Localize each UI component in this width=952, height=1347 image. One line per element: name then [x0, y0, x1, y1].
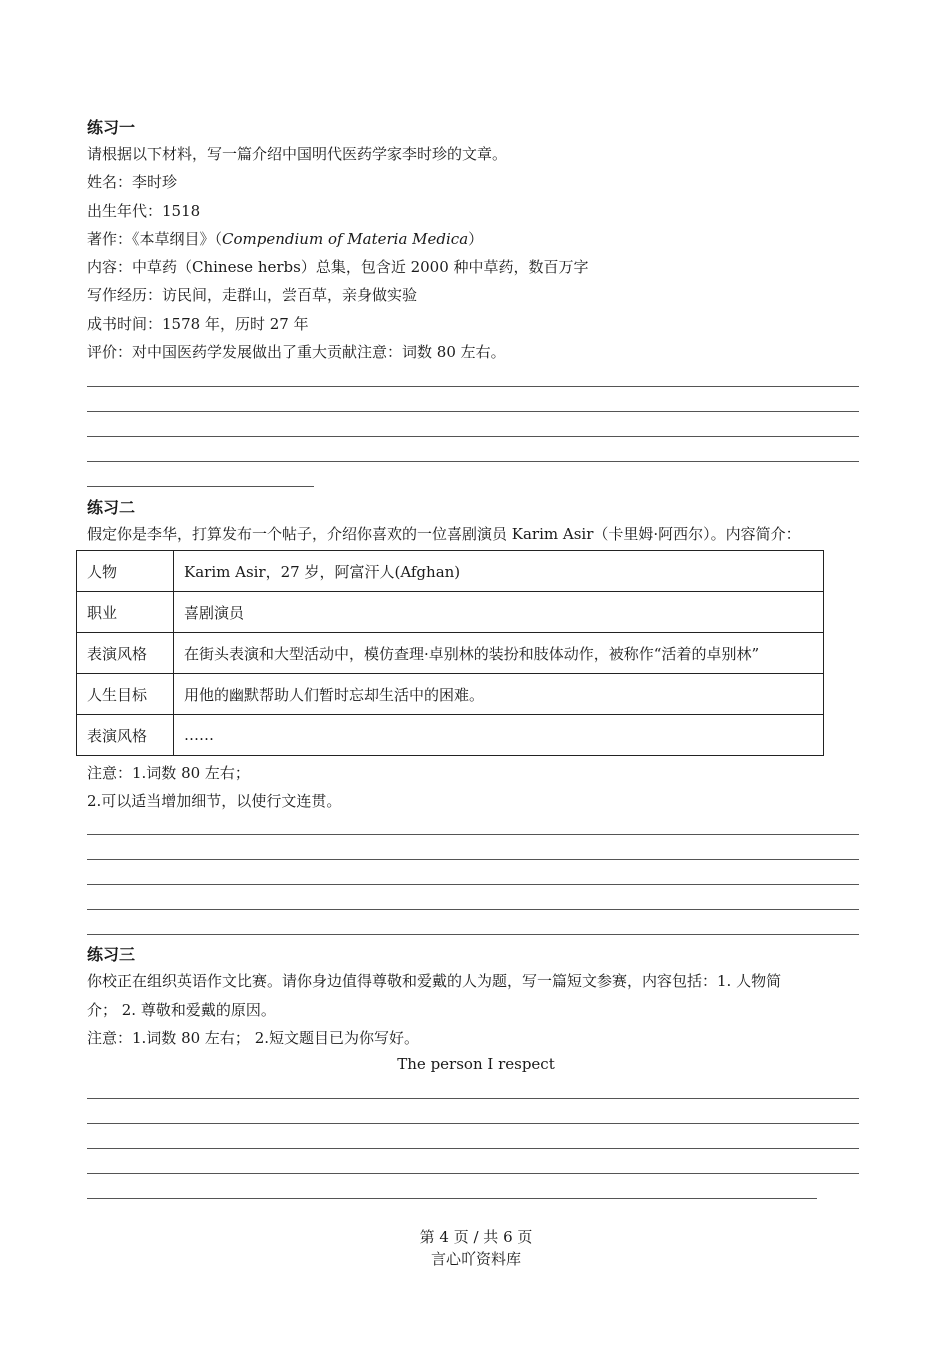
writing-line	[87, 1123, 859, 1124]
writing-line	[87, 1148, 859, 1149]
exercise-2-prompt: 假定你是李华，打算发布一个帖子，介绍你喜欢的一位喜剧演员 Karim Asir（卡里姆·阿西尔）。内容简介：	[87, 525, 801, 543]
row-value: 在街头表演和大型活动中，模仿查理·卓别林的装扮和肢体动作，被称作“活着的卓别林”	[174, 633, 824, 674]
info-work-english: Compendium of Materia Medica	[222, 230, 469, 248]
footer-source: 言心吖资料库	[430, 1250, 521, 1268]
info-work-suffix: ）	[468, 230, 484, 248]
writing-line	[87, 386, 859, 387]
exercise-1-prompt: 请根据以下材料，写一篇介绍中国明代医药学家李时珍的文章。	[87, 145, 508, 163]
info-work	[87, 228, 483, 249]
table-row	[77, 633, 824, 674]
writing-line	[87, 859, 859, 860]
writing-line	[87, 934, 859, 935]
info-name: 姓名：李时珍	[87, 173, 178, 191]
writing-line	[87, 1173, 859, 1174]
exercise-3-prompt-line-2: 介； 2. 尊敬和爱戴的原因。	[87, 1001, 276, 1019]
page-number: 第 4 页 / 共 6 页	[419, 1228, 533, 1246]
row-value: 喜剧演员	[174, 592, 824, 633]
row-key: 人生目标	[77, 674, 174, 715]
writing-line	[87, 486, 314, 487]
row-value: Karim Asir，27 岁，阿富汗人(Afghan)	[174, 551, 824, 592]
writing-line	[87, 461, 859, 462]
writing-line	[87, 909, 859, 910]
table-row	[77, 551, 824, 592]
info-evaluation: 评价：对中国医药学发展做出了重大贡献注意：词数 80 左右。	[87, 343, 506, 361]
exercise-3-note: 注意：1.词数 80 左右； 2.短文题目已为你写好。	[87, 1029, 420, 1047]
exercise-2-note-2: 2.可以适当增加细节，以使行文连贯。	[87, 792, 342, 810]
writing-line	[87, 884, 859, 885]
essay-title: The person I respect	[397, 1055, 555, 1073]
row-key: 职业	[77, 592, 174, 633]
exercise-3-title: 练习三	[87, 945, 136, 964]
info-experience: 写作经历：访民间，走群山，尝百草，亲身做实验	[87, 286, 418, 304]
info-completed: 成书时间：1578 年，历时 27 年	[87, 315, 309, 333]
info-content: 内容：中草药（Chinese herbs）总集，包含近 2000 种中草药，数百万字	[87, 258, 589, 276]
row-key: 表演风格	[77, 633, 174, 674]
row-value: ……	[174, 715, 824, 756]
profile-table	[76, 550, 824, 756]
writing-line	[87, 1198, 817, 1199]
table-row	[77, 715, 824, 756]
exercise-2-title: 练习二	[87, 498, 136, 517]
row-key: 表演风格	[77, 715, 174, 756]
row-value: 用他的幽默帮助人们暂时忘却生活中的困难。	[174, 674, 824, 715]
exercise-2-note-1: 注意：1.词数 80 左右；	[87, 764, 250, 782]
table-row	[77, 674, 824, 715]
writing-line	[87, 834, 859, 835]
writing-line	[87, 411, 859, 412]
writing-line	[87, 1098, 859, 1099]
exercise-3-prompt-line-1: 你校正在组织英语作文比赛。请你身边值得尊敬和爱戴的人为题，写一篇短文参赛，内容包括：1. 人物简	[87, 972, 782, 990]
table-row	[77, 592, 824, 633]
exercise-1-title: 练习一	[87, 118, 136, 137]
info-work-prefix: 著作：《本草纲目》（	[87, 230, 223, 248]
writing-line	[87, 436, 859, 437]
row-key: 人物	[77, 551, 174, 592]
info-birth: 出生年代：1518	[87, 202, 201, 220]
